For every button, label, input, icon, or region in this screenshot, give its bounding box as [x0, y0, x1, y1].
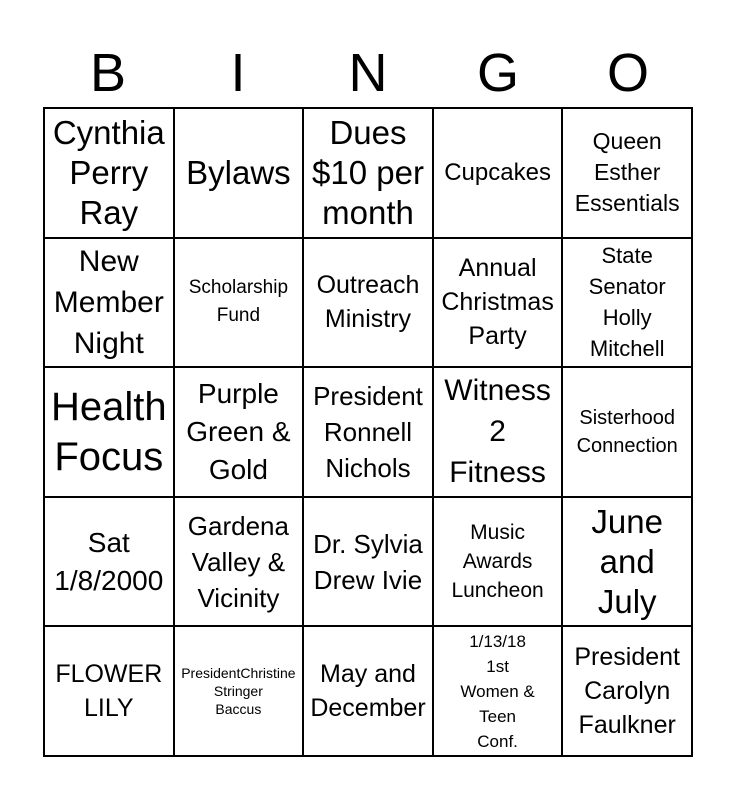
cell-text: Queen Esther Essentials: [574, 128, 680, 217]
bingo-header: [43, 40, 693, 106]
cell-text: Annual Christmas Party: [441, 254, 554, 351]
bingo-cell-r2-c1[interactable]: [175, 368, 305, 498]
bingo-cell-r4-c3[interactable]: [434, 627, 564, 757]
bingo-cell-r0-c0[interactable]: [45, 109, 175, 239]
cell-text: Cynthia Perry Ray: [52, 113, 165, 231]
bingo-cell-r2-c3[interactable]: [434, 368, 564, 498]
header-letter-o: O: [606, 43, 649, 103]
cell-text: Music Awards Luncheon: [451, 521, 544, 603]
bingo-cell-r2-c0[interactable]: [45, 368, 175, 498]
bingo-cell-r4-c1[interactable]: [175, 627, 305, 757]
bingo-cell-r1-c0[interactable]: [45, 239, 175, 369]
cell-text: Gardena Valley & Vicinity: [187, 510, 289, 613]
header-letter-g: G: [476, 43, 519, 103]
bingo-cell-r3-c2[interactable]: [304, 498, 434, 628]
bingo-cell-r1-c3[interactable]: [434, 239, 564, 369]
cell-text: President Ronnell Nichols: [313, 380, 423, 483]
bingo-cell-r0-c2[interactable]: [304, 109, 434, 239]
bingo-cell-r0-c1[interactable]: [175, 109, 305, 239]
bingo-cell-r1-c2[interactable]: [304, 239, 434, 369]
header-letter-n: N: [348, 43, 388, 103]
header-letter-b: B: [89, 43, 127, 103]
bingo-cell-r1-c4[interactable]: [563, 239, 693, 369]
bingo-cell-r0-c4[interactable]: [563, 109, 693, 239]
bingo-cell-r1-c1[interactable]: [175, 239, 305, 369]
bingo-cell-r3-c0[interactable]: [45, 498, 175, 628]
cell-text: Witness 2 Fitness: [444, 374, 551, 490]
cell-text: Sat 1/8/2000: [54, 526, 164, 596]
cell-text: Outreach Ministry: [316, 271, 420, 334]
bingo-cell-r4-c2[interactable]: [304, 627, 434, 757]
cell-text: President Carolyn Faulkner: [574, 643, 680, 740]
bingo-cell-r2-c2[interactable]: [304, 368, 434, 498]
bingo-card-grid: [43, 107, 693, 757]
bingo-cell-r0-c3[interactable]: [434, 109, 564, 239]
cell-text: Scholarship Fund: [188, 277, 289, 327]
cell-text: June and July: [591, 502, 663, 620]
cell-text: Bylaws: [186, 153, 291, 191]
cell-text: May and December: [310, 660, 426, 723]
bingo-cell-r3-c1[interactable]: [175, 498, 305, 628]
cell-text: FLOWER LILY: [55, 660, 163, 723]
bingo-cell-r3-c3[interactable]: [434, 498, 564, 628]
cell-text: State Senator Holly Mitchell: [588, 243, 666, 362]
cell-text: Cupcakes: [444, 159, 551, 187]
bingo-cell-r3-c4[interactable]: [563, 498, 693, 628]
cell-text: 1/13/18 1st Women & Teen Conf.: [460, 631, 535, 751]
cell-text: PresidentChristine Stringer Baccus: [181, 665, 296, 718]
cell-text: Dr. Sylvia Drew Ivie: [313, 528, 423, 595]
cell-text: Purple Green & Gold: [186, 377, 291, 485]
cell-text: New Member Night: [53, 244, 164, 360]
bingo-cell-r4-c0[interactable]: [45, 627, 175, 757]
cell-text: Dues $10 per month: [312, 113, 424, 231]
header-letter-i: I: [230, 43, 246, 103]
cell-text: Sisterhood Connection: [576, 406, 678, 457]
cell-text: Health Focus: [50, 384, 167, 479]
bingo-cell-r2-c4[interactable]: [563, 368, 693, 498]
bingo-cell-r4-c4[interactable]: [563, 627, 693, 757]
